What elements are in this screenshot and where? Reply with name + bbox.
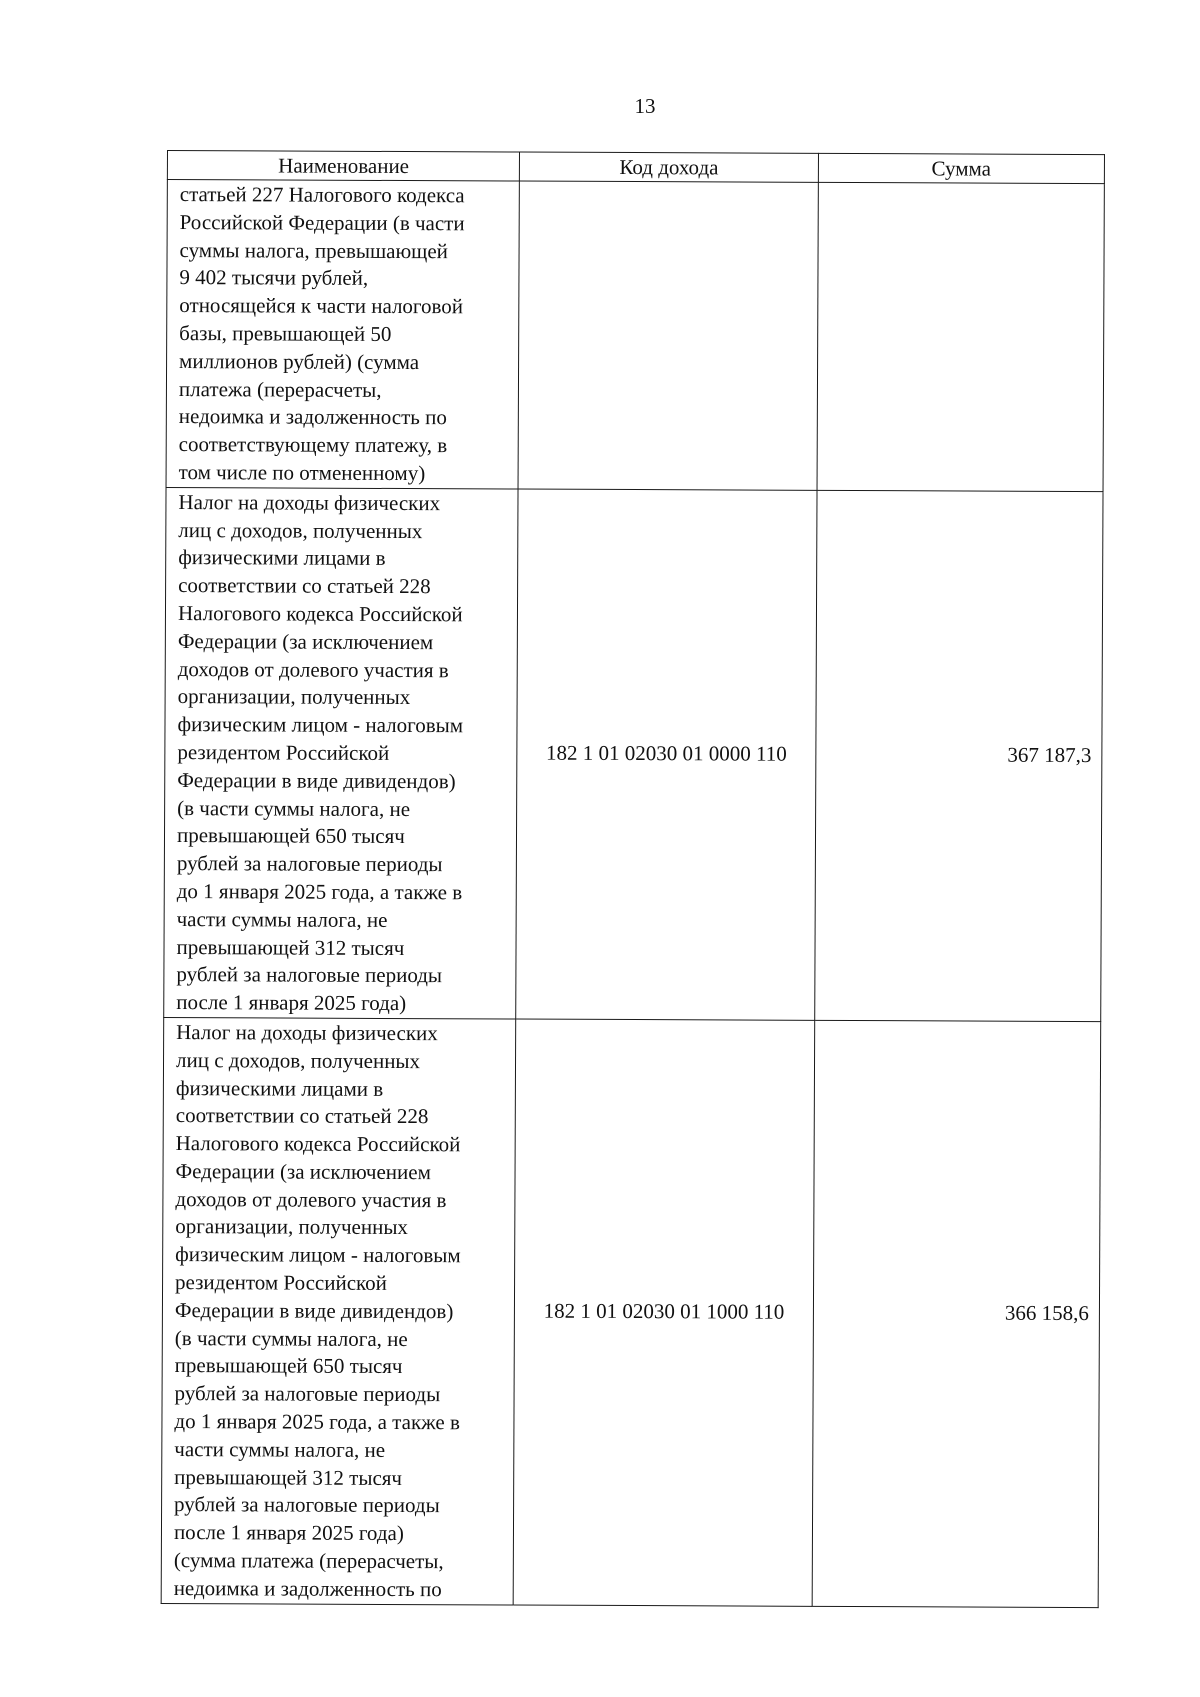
row-sum-cell [817,182,1105,491]
revenue-table [161,150,1105,1608]
header-name: Наименование [167,151,519,182]
row-name-cell: статьей 227 Налогового кодекса Российской Федерации (в части суммы налога, превышающей 9 402 тысячи рублей, относящейся к части налоговой базы, превышающей 50 миллионов рублей) (сумма платежа (перерасчеты, недоимка и задолженность по соответствующему платежу, в том числе по отмененному) [166,180,520,489]
header-income-code: Код дохода [520,152,818,182]
table-row [164,487,1103,1021]
row-name-cell: Налог на доходы физических лиц с доходов, полученных физическими лицами в соответствии со статьей 228 Налогового кодекса Российской Федерации (за исключением доходов от долевого участия в организации, полученных физическим лицом - налоговым резидентом Российской Федерации в виде дивидендов) (в части суммы налога, не превышающей 650 тысяч рублей за налоговые периоды до 1 января 2025 года, а также в части суммы налога, не превышающей 312 тысяч рублей за налоговые периоды после 1 января 2025 года) [164,487,519,1019]
row-name-cell: Налог на доходы физических лиц с доходов, полученных физическими лицами в соответствии со статьей 228 Налогового кодекса Российской Федерации (за исключением доходов от долевого участия в организации, полученных физическим лицом - налоговым резидентом Российской Федерации в виде дивидендов) (в части суммы налога, не превышающей 650 тысяч рублей за налоговые периоды до 1 января 2025 года, а также в части суммы налога, не превышающей 312 тысяч рублей за налоговые периоды после 1 января 2025 года) (сумма платежа (перерасчеты, недоимка и задолженность по [161,1017,516,1604]
page-number: 13 [634,94,656,118]
row-code-cell [518,181,818,490]
header-sum: Сумма [818,153,1104,183]
table-row [166,180,1104,492]
row-code-cell: 182 1 01 02030 01 0000 110 [516,489,817,1020]
row-sum-cell: 366 158,6 [812,1020,1101,1607]
row-sum-cell: 367 187,3 [814,490,1103,1021]
table-row [161,1017,1101,1607]
table-header-row [167,151,1104,184]
row-code-cell: 182 1 01 02030 01 1000 110 [514,1019,815,1606]
